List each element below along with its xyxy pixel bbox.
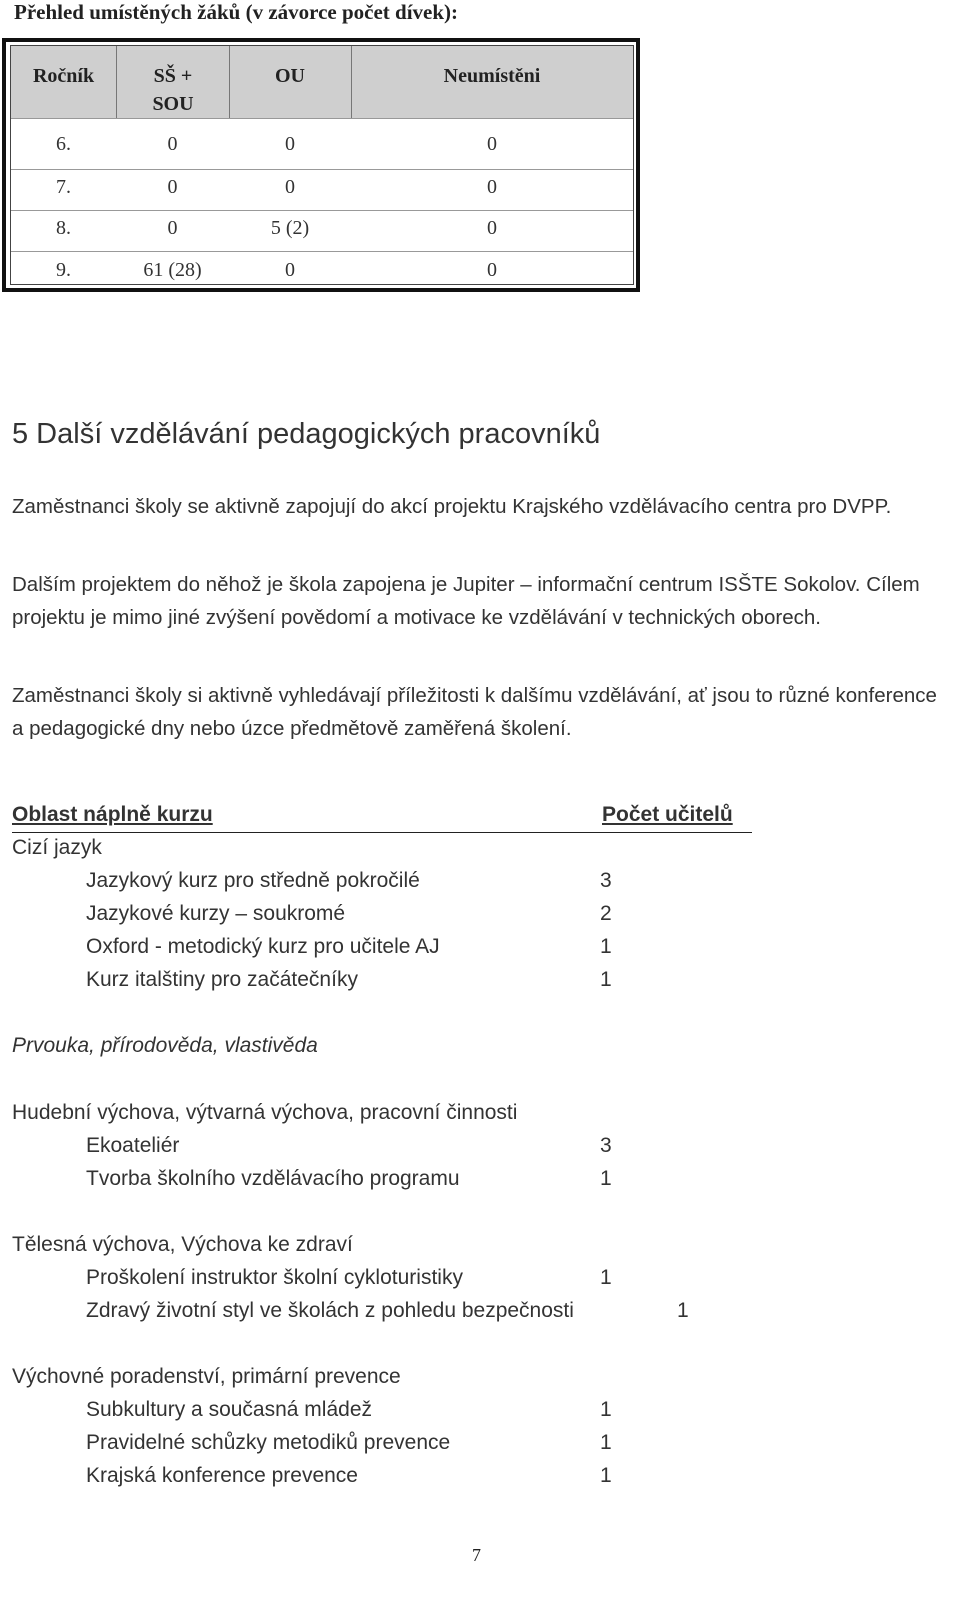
cell-grade: 6.: [56, 133, 71, 155]
cell-grade: 8.: [56, 217, 71, 239]
course-item-label: Jazykové kurzy – soukromé: [86, 902, 346, 925]
course-item-label: Pravidelné schůzky metodiků prevence: [86, 1431, 451, 1454]
course-item-count: 1: [600, 935, 612, 958]
paragraph-3: Zaměstnanci školy si aktivně vyhledávají příležitosti k dalšímu vzdělávání, ať jsou to různé konference a pedagogické dny nebo úzce předmětově zaměřená školení.: [12, 684, 937, 740]
course-group-name: Výchovné poradenství, primární prevence: [12, 1365, 401, 1388]
table-header-row: [11, 46, 633, 118]
course-group-name: Hudební výchova, výtvarná výchova, pracovní činnosti: [12, 1101, 518, 1124]
course-item-label: Kurz italštiny pro začátečníky: [86, 968, 358, 991]
header-neumisteni: Neumístěni: [443, 65, 541, 87]
course-group-name: Tělesná výchova, Výchova ke zdraví: [12, 1233, 353, 1256]
course-group-name: Cizí jazyk: [12, 836, 102, 859]
course-item-label: Subkultury a současná mládež: [86, 1398, 372, 1421]
cell-neumisteni: 0: [487, 176, 497, 198]
column-count-header: Počet učitelů: [602, 803, 733, 826]
course-item-count: 1: [600, 1431, 612, 1454]
course-group-name: Prvouka, přírodověda, vlastivěda: [12, 1034, 318, 1057]
cell-neumisteni: 0: [487, 259, 497, 281]
course-item-count: 1: [677, 1299, 689, 1322]
course-item-label: Tvorba školního vzdělávacího programu: [86, 1167, 460, 1190]
header-ss-sou: SŠ + SOU: [152, 65, 194, 115]
course-item-label: Ekoateliér: [86, 1134, 180, 1157]
cell-neumisteni: 0: [487, 133, 497, 155]
paragraph-1: Zaměstnanci školy se aktivně zapojují do akcí projektu Krajského vzdělávacího centra pro DVPP.: [12, 495, 892, 518]
course-item-count: 1: [600, 968, 612, 991]
paragraph-2: Dalším projektem do něhož je škola zapojena je Jupiter – informační centrum ISŠTE Sokolov. Cílem projektu je mimo jiné zvýšení povědomí a motivace ke vzdělávání v technických oborech.: [12, 573, 920, 629]
course-item-count: 3: [600, 1134, 612, 1157]
cell-neumisteni: 0: [487, 217, 497, 239]
cell-ss-sou: 0: [167, 176, 178, 198]
cell-ou: 0: [285, 133, 295, 155]
cell-ou: 5 (2): [270, 217, 310, 239]
course-item-count: 1: [600, 1464, 612, 1487]
course-item-count: 3: [600, 869, 612, 892]
course-item-count: 1: [600, 1266, 612, 1289]
course-item-count: 1: [600, 1167, 612, 1190]
cell-ou: 0: [285, 176, 295, 198]
cell-grade: 9.: [56, 259, 71, 281]
cell-ss-sou: 0: [167, 217, 178, 239]
cell-ou: 0: [285, 259, 295, 281]
course-item-count: 1: [600, 1398, 612, 1421]
header-rocnik: Ročník: [32, 65, 95, 87]
course-item-count: 2: [600, 902, 612, 925]
course-item-label: Proškolení instruktor školní cykloturistiky: [86, 1266, 463, 1289]
column-area-header: Oblast náplně kurzu: [12, 803, 213, 826]
course-item-label: Zdravý životní styl ve školách z pohledu bezpečnosti: [86, 1299, 574, 1322]
table-caption: Přehled umístěných žáků (v závorce počet dívek):: [14, 0, 459, 24]
cell-grade: 7.: [56, 176, 71, 198]
cell-ss-sou: 0: [167, 133, 178, 155]
course-item-label: Oxford - metodický kurz pro učitele AJ: [86, 935, 440, 958]
course-item-label: Jazykový kurz pro středně pokročilé: [86, 869, 420, 892]
course-item-label: Krajská konference prevence: [86, 1464, 358, 1487]
header-ou: OU: [275, 65, 305, 87]
section-heading: 5 Další vzdělávání pedagogických pracovníků: [12, 418, 601, 450]
page-number: 7: [472, 1545, 481, 1565]
placement-table: [2, 38, 640, 292]
cell-ss-sou: 61 (28): [143, 259, 202, 281]
